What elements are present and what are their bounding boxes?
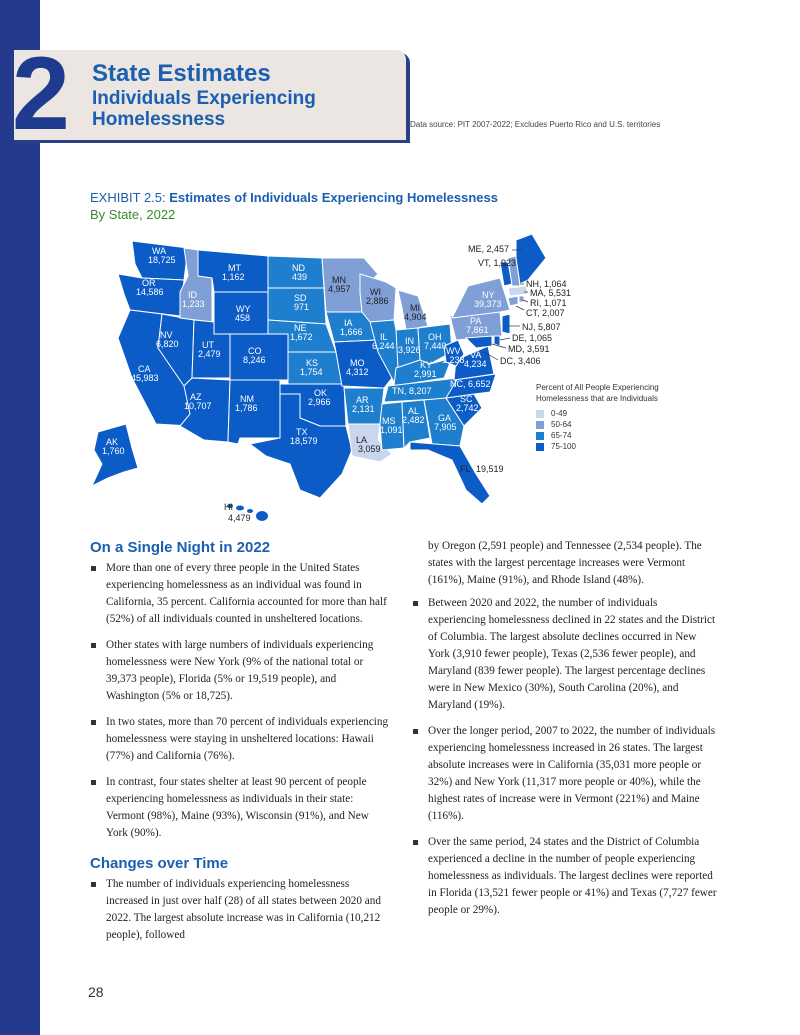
- value-AZ: 10,707: [184, 401, 212, 411]
- label-LA: LA: [356, 435, 368, 445]
- value-AL: 2,482: [402, 415, 425, 425]
- state-RI: [519, 296, 524, 302]
- us-map: [80, 228, 640, 528]
- callout-CT: CT, 2,007: [526, 308, 565, 318]
- value-NM: 1,786: [235, 403, 258, 413]
- label-OR: OR: [142, 278, 156, 288]
- value-UT: 2,479: [198, 349, 221, 359]
- value-CA: 145,983: [126, 373, 159, 383]
- side-bar: [0, 0, 40, 1035]
- state-MD: [466, 336, 492, 348]
- callout-NH: NH, 1,064: [526, 279, 567, 289]
- value-AR: 2,131: [352, 404, 375, 414]
- list-item: Between 2020 and 2022, the number of individuals experiencing homelessness declined in 22 states and the District of Columbia. The largest absolute declines occurred in New York (3,910 fewer people), Texas (2,536 fewer people), and Maryland (839 fewer people). The largest percentage declines were in New Mexico (30%), South Carolina (20%), and Maryland (19%).: [412, 595, 717, 714]
- legend-title-line2: Homelessness that are Individuals: [536, 394, 658, 403]
- state-NY: [452, 278, 510, 318]
- legend-label: 65-74: [551, 431, 572, 440]
- legend-swatch: [536, 432, 544, 440]
- right-column: [412, 538, 717, 928]
- callout-ME: ME, 2,457: [468, 244, 510, 254]
- value-MT: 1,162: [222, 272, 245, 282]
- label-IL: IL: [380, 332, 388, 342]
- legend-title: [536, 382, 659, 404]
- label-VA: VA: [470, 350, 482, 360]
- label-WA: WA: [152, 246, 167, 256]
- value-MN: 4,957: [328, 284, 351, 294]
- label-KY: KY: [420, 360, 433, 370]
- label-UT: UT: [202, 340, 214, 350]
- label-NE: NE: [294, 323, 307, 333]
- label-MT: MT: [228, 263, 241, 273]
- changes-list-continued: [412, 595, 717, 919]
- callout-RI: RI, 1,071: [530, 298, 567, 308]
- label-WY: WY: [236, 304, 251, 314]
- value-VA: 4,234: [464, 359, 487, 369]
- label-IA: IA: [344, 318, 353, 328]
- callout-MA: MA, 5,531: [530, 288, 572, 298]
- value-HI: 4,479: [228, 513, 251, 523]
- label-OK: OK: [314, 388, 328, 398]
- value-NE: 1,672: [290, 332, 313, 342]
- value-WI: 2,886: [366, 296, 389, 306]
- chapter-title: State Estimates: [92, 60, 271, 87]
- label-IN: IN: [405, 336, 414, 346]
- state-CT: [508, 296, 518, 306]
- map-legend: [536, 382, 659, 452]
- callout-VT: VT, 1,923: [478, 258, 517, 268]
- callout-DC: DC, 3,406: [500, 356, 541, 366]
- label-AR: AR: [356, 395, 369, 405]
- value-OK: 2,966: [308, 397, 331, 407]
- single-night-heading: On a Single Night in 2022: [90, 539, 271, 556]
- legend-swatch: [536, 421, 544, 429]
- value-KY: 2,991: [414, 369, 437, 379]
- label-OH: OH: [428, 332, 442, 342]
- value-FL: 19,519: [476, 464, 504, 474]
- value-OR: 14,586: [136, 287, 164, 297]
- label-CO: CO: [248, 346, 262, 356]
- label-AK: AK: [106, 437, 119, 447]
- legend-title-line1: Percent of All People Experiencing: [536, 383, 659, 392]
- callout-DE: DE, 1,065: [512, 333, 553, 343]
- value-AK: 1,760: [102, 446, 125, 456]
- label-PA: PA: [470, 316, 482, 326]
- value-MI: 4,904: [404, 312, 427, 322]
- exhibit-heading: Estimates of Individuals Experiencing Homelessness: [169, 190, 498, 205]
- label-TN: TN, 8,207: [392, 386, 432, 396]
- legend-item: [536, 408, 659, 419]
- value-PA: 7,861: [466, 325, 489, 335]
- list-item: Other states with large numbers of individuals experiencing homelessness were New York (9% of the national total or 39,373 people), Florida (5% or 19,519 people), and Washington (5% or 18,725).: [90, 637, 390, 705]
- value-KS: 1,754: [300, 367, 323, 377]
- value-NY: 39,373: [474, 299, 502, 309]
- value-MO: 4,312: [346, 367, 369, 377]
- single-night-list: [90, 560, 390, 842]
- label-NC: NC, 6,652: [450, 379, 491, 389]
- changes-heading: Changes over Time: [90, 855, 229, 872]
- value-TX: 18,579: [290, 436, 318, 446]
- label-SD: SD: [294, 293, 307, 303]
- label-ID: ID: [188, 290, 197, 300]
- exhibit-title: [90, 190, 498, 205]
- callout-MD: MD, 3,591: [508, 344, 550, 354]
- legend-item: [536, 441, 659, 452]
- page-number: 28: [88, 984, 104, 1000]
- value-CO: 8,246: [243, 355, 266, 365]
- label-SC: SC: [460, 394, 473, 404]
- legend-swatch: [536, 443, 544, 451]
- value-WA: 18,725: [148, 255, 176, 265]
- value-WY: 458: [235, 313, 251, 323]
- list-item: Over the same period, 24 states and the District of Columbia experienced a decline in the number of people experiencing homelessness as individuals. The largest declines were reported in Florida (13,521 fewer people or 41%) and Texas (7,727 fewer people or 29%).: [412, 834, 717, 919]
- callout-NJ: NJ, 5,807: [522, 322, 561, 332]
- list-item: More than one of every three people in the United States experiencing homelessness as an individual was found in California, 35 percent. California accounted for more than half (52%) of all individuals counted in unsheltered locations.: [90, 560, 390, 628]
- label-NM: NM: [240, 394, 254, 404]
- label-NY: NY: [482, 290, 495, 300]
- label-FL: FL: [460, 464, 471, 474]
- label-KS: KS: [306, 358, 319, 368]
- data-source: Data source: PIT 2007-2022; Excludes Puerto Rico and U.S. territories: [410, 120, 661, 129]
- exhibit-subtitle: By State, 2022: [90, 207, 176, 222]
- exhibit-prefix: EXHIBIT 2.5:: [90, 190, 166, 205]
- list-item: Over the longer period, 2007 to 2022, the number of individuals experiencing homelessness increased in 26 states. The largest absolute increases were in California (35,031 more people or 32%) and New York (11,317 more people or 40%), while the highest rates of increase were in Vermont (221%) and Maine (116%).: [412, 723, 717, 825]
- label-MS: MS: [382, 416, 396, 426]
- chapter-subtitle-line1: Individuals Experiencing: [92, 88, 316, 109]
- value-IA: 1,666: [340, 327, 363, 337]
- chapter-number: 2: [12, 36, 68, 152]
- state-MA: [508, 286, 528, 296]
- label-MO: MO: [350, 358, 365, 368]
- label-WV: WV: [446, 346, 461, 356]
- value-IN: 3,926: [398, 345, 421, 355]
- value-OH: 7,440: [424, 341, 447, 351]
- label-ND: ND: [292, 263, 305, 273]
- legend-label: 0-49: [551, 409, 568, 418]
- value-IL: 6,244: [372, 341, 395, 351]
- label-NV: NV: [160, 330, 173, 340]
- list-item: In contrast, four states shelter at least 90 percent of people experiencing homelessness as individuals in their state: Vermont (98%), Maine (93%), Wisconsin (91%), and New York (90%).: [90, 774, 390, 842]
- label-CA: CA: [138, 364, 151, 374]
- chapter-subtitle: [92, 88, 316, 130]
- label-WI: WI: [370, 287, 381, 297]
- value-GA: 7,905: [434, 422, 457, 432]
- label-AL: AL: [408, 406, 420, 416]
- value-LA: 3,059: [358, 444, 381, 454]
- value-NV: 6,820: [156, 339, 179, 349]
- value-MS: 1,091: [380, 425, 403, 435]
- legend-label: 75-100: [551, 442, 576, 451]
- label-MN: MN: [332, 275, 346, 285]
- list-item: The number of individuals experiencing homelessness increased in just over half (28) of all states between 2020 and 2022. The largest absolute increase was in California (10,212 people), followed: [90, 876, 390, 944]
- chapter-subtitle-line2: Homelessness: [92, 109, 226, 130]
- value-ID: 1,233: [182, 299, 205, 309]
- label-AZ: AZ: [190, 392, 202, 402]
- state-ME: [516, 234, 546, 284]
- value-SD: 971: [294, 302, 310, 312]
- label-TX: TX: [296, 427, 308, 437]
- value-SC: 2,742: [456, 403, 479, 413]
- continued-text: by Oregon (2,591 people) and Tennessee (2,534 people). The states with the largest percentage increases were Vermont (161%), Maine (91%), and Rhode Island (48%).: [428, 540, 702, 586]
- changes-list: [90, 876, 390, 944]
- list-item: In two states, more than 70 percent of individuals experiencing homelessness were staying in unsheltered locations: Hawaii (77%) and California (76%).: [90, 714, 390, 765]
- legend-item: [536, 430, 659, 441]
- value-WV: 1,238: [442, 355, 465, 365]
- label-HI: HI: [224, 502, 233, 512]
- legend-swatch: [536, 410, 544, 418]
- legend-label: 50-64: [551, 420, 572, 429]
- state-NJ: [502, 314, 510, 334]
- label-GA: GA: [438, 413, 452, 423]
- left-column: [90, 538, 390, 953]
- value-ND: 439: [292, 272, 308, 282]
- label-MI: MI: [410, 303, 420, 313]
- legend-item: [536, 419, 659, 430]
